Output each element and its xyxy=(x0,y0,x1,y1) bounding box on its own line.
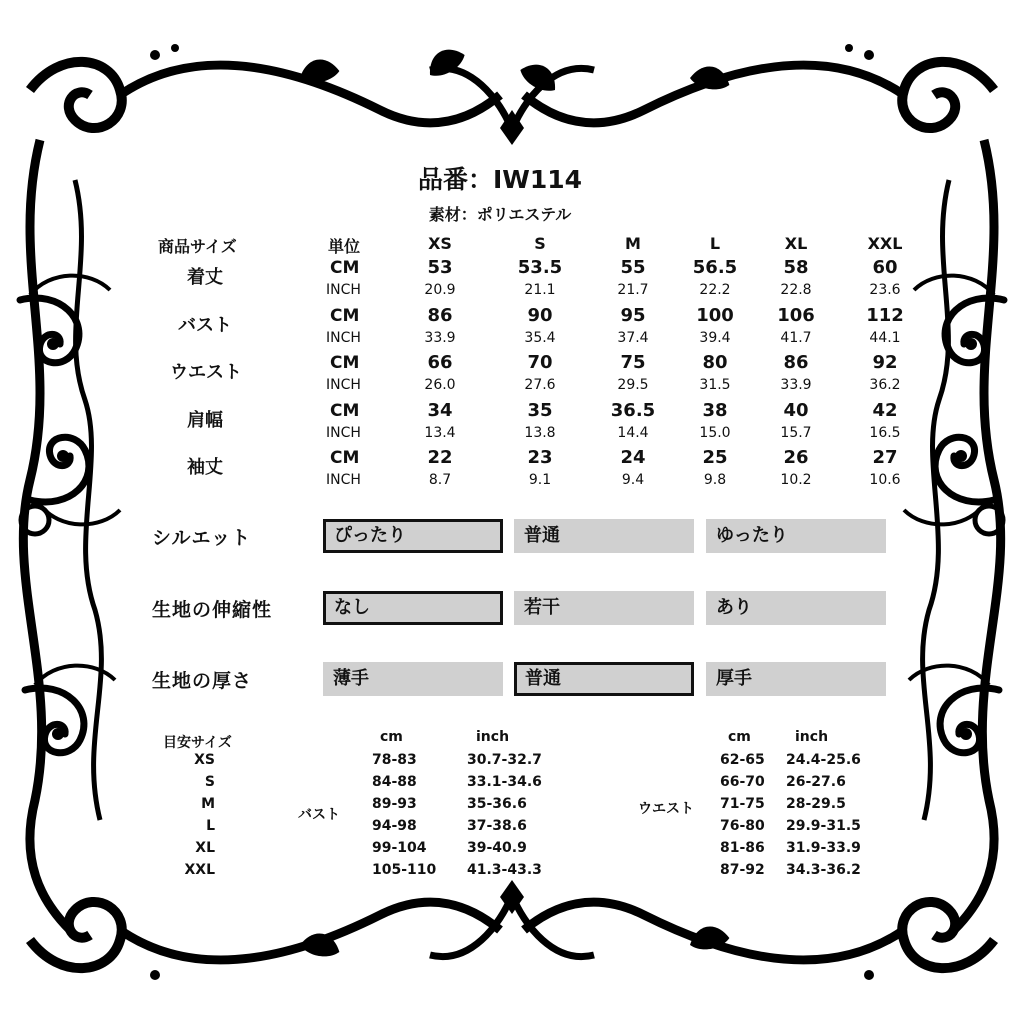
inch-value: 15.7 xyxy=(780,424,812,441)
inch-value: 22.2 xyxy=(699,282,731,298)
waist-cm-range: 87-92 xyxy=(720,862,765,878)
cm-value: 40 xyxy=(783,399,809,421)
cm-value: 66 xyxy=(427,352,453,373)
guide-title: 目安サイズ xyxy=(163,735,232,751)
inch-value: 35.4 xyxy=(524,329,556,346)
cm-value: 56.5 xyxy=(692,257,738,278)
bust-inch-range: 37-38.6 xyxy=(467,818,527,834)
inch-value: 15.0 xyxy=(699,424,731,441)
cm-value: 42 xyxy=(872,399,898,421)
waist-inch-range: 34.3-36.2 xyxy=(786,862,861,878)
waist-label: ウエスト xyxy=(638,801,694,817)
waist-cm-header: cm xyxy=(728,729,751,745)
cm-value: 80 xyxy=(702,352,728,373)
inch-value: 44.1 xyxy=(869,329,901,346)
inch-value: 9.4 xyxy=(621,472,645,488)
unit-inch-label: INCH xyxy=(326,282,361,298)
property-label: 生地の厚さ xyxy=(152,670,253,692)
inch-value: 21.7 xyxy=(617,282,649,298)
waist-cm-range: 76-80 xyxy=(720,818,765,834)
inch-value: 16.5 xyxy=(869,424,901,441)
bust-label: バスト xyxy=(298,807,340,823)
cm-value: 25 xyxy=(702,447,728,468)
property-option: 薄手 xyxy=(323,662,503,696)
cm-value: 100 xyxy=(696,304,734,326)
bust-cm-range: 94-98 xyxy=(372,818,417,834)
inch-value: 9.8 xyxy=(703,472,727,488)
measurement-label: バスト xyxy=(178,314,232,336)
size-column-header: S xyxy=(534,234,546,253)
property-option: なし xyxy=(323,591,503,625)
inch-value: 26.0 xyxy=(424,377,456,393)
cm-value: 55 xyxy=(620,257,646,278)
size-header-label: 商品サイズ xyxy=(158,237,237,256)
inch-value: 9.1 xyxy=(528,472,552,488)
bust-inch-range: 39-40.9 xyxy=(467,840,527,856)
cm-value: 53 xyxy=(427,257,453,278)
property-option: ゆったり xyxy=(706,519,886,553)
inch-value: 33.9 xyxy=(780,377,812,393)
waist-inch-header: inch xyxy=(795,729,829,745)
waist-cm-range: 81-86 xyxy=(720,840,765,856)
size-column-header: XS xyxy=(428,234,452,253)
cm-value: 53.5 xyxy=(517,257,563,278)
unit-inch-label: INCH xyxy=(326,424,361,441)
size-column-header: XXL xyxy=(867,234,903,253)
unit-inch-label: INCH xyxy=(326,329,361,346)
unit-cm-label: CM xyxy=(330,400,360,421)
cm-value: 86 xyxy=(783,352,809,373)
unit-cm-label: CM xyxy=(330,258,360,278)
bust-cm-header: cm xyxy=(380,729,403,745)
bust-cm-range: 105-110 xyxy=(372,862,437,878)
unit-cm-label: CM xyxy=(330,448,360,468)
bust-cm-range: 99-104 xyxy=(372,840,427,856)
cm-value: 90 xyxy=(527,304,553,326)
inch-value: 23.6 xyxy=(869,282,901,298)
inch-value: 36.2 xyxy=(869,377,901,393)
cm-value: 75 xyxy=(620,352,646,373)
property-label: シルエット xyxy=(152,527,252,549)
inch-value: 37.4 xyxy=(617,329,649,346)
inch-value: 13.4 xyxy=(424,424,456,441)
waist-inch-range: 28-29.5 xyxy=(786,796,846,812)
inch-value: 10.2 xyxy=(780,472,812,488)
cm-value: 86 xyxy=(427,304,453,326)
product-code-title: 品番：IW114 xyxy=(417,165,583,194)
bust-inch-range: 41.3-43.3 xyxy=(467,862,542,878)
property-option: 若干 xyxy=(514,591,694,625)
size-column-header: XL xyxy=(784,234,808,253)
guide-size-label: L xyxy=(206,818,215,834)
bust-inch-range: 35-36.6 xyxy=(467,796,527,812)
property-option: 普通 xyxy=(514,519,694,553)
inch-value: 33.9 xyxy=(424,329,456,346)
cm-value: 106 xyxy=(777,304,815,326)
bust-cm-range: 78-83 xyxy=(372,752,417,768)
measurement-label: 着丈 xyxy=(187,267,223,288)
cm-value: 112 xyxy=(866,304,904,326)
inch-value: 31.5 xyxy=(699,377,731,393)
property-option: あり xyxy=(706,591,886,625)
inch-value: 10.6 xyxy=(869,472,901,488)
cm-value: 70 xyxy=(527,352,553,373)
cm-value: 95 xyxy=(620,304,646,326)
guide-size-label: M xyxy=(201,796,215,812)
guide-size-label: XXL xyxy=(184,862,215,878)
bust-cm-range: 89-93 xyxy=(372,796,417,812)
inch-value: 20.9 xyxy=(424,282,456,298)
waist-cm-range: 62-65 xyxy=(720,752,765,768)
guide-size-label: XL xyxy=(195,840,215,856)
inch-value: 14.4 xyxy=(617,424,649,441)
cm-value: 23 xyxy=(527,447,553,468)
waist-cm-range: 71-75 xyxy=(720,796,765,812)
waist-inch-range: 24.4-25.6 xyxy=(786,752,861,768)
size-column-header: L xyxy=(709,234,721,253)
cm-value: 60 xyxy=(872,257,898,278)
cm-value: 92 xyxy=(872,352,898,373)
cm-value: 26 xyxy=(783,447,809,468)
guide-size-label: S xyxy=(204,774,215,790)
unit-cm-label: CM xyxy=(330,305,360,326)
cm-value: 24 xyxy=(620,447,646,468)
unit-inch-label: INCH xyxy=(326,472,361,488)
inch-value: 39.4 xyxy=(699,329,731,346)
cm-value: 34 xyxy=(427,399,453,421)
waist-cm-range: 66-70 xyxy=(720,774,765,790)
property-option: ぴったり xyxy=(323,519,503,553)
measurement-label: 袖丈 xyxy=(187,457,223,478)
inch-value: 41.7 xyxy=(780,329,812,346)
bust-inch-header: inch xyxy=(476,729,510,745)
cm-value: 58 xyxy=(783,257,809,278)
cm-value: 22 xyxy=(427,447,453,468)
guide-size-label: XS xyxy=(194,752,215,768)
measurement-label: 肩幅 xyxy=(187,409,223,431)
measurement-label: ウエスト xyxy=(170,362,242,383)
unit-inch-label: INCH xyxy=(326,377,361,393)
property-label: 生地の伸縮性 xyxy=(152,599,273,621)
waist-inch-range: 26-27.6 xyxy=(786,774,846,790)
inch-value: 27.6 xyxy=(524,377,556,393)
cm-value: 38 xyxy=(702,399,728,421)
unit-cm-label: CM xyxy=(330,353,360,373)
waist-inch-range: 31.9-33.9 xyxy=(786,840,861,856)
inch-value: 29.5 xyxy=(617,377,649,393)
bust-inch-range: 33.1-34.6 xyxy=(467,774,542,790)
cm-value: 35 xyxy=(527,399,553,421)
property-option: 厚手 xyxy=(706,662,886,696)
inch-value: 8.7 xyxy=(428,472,452,488)
bust-cm-range: 84-88 xyxy=(372,774,417,790)
bust-inch-range: 30.7-32.7 xyxy=(467,752,542,768)
inch-value: 21.1 xyxy=(524,282,556,298)
property-option: 普通 xyxy=(514,662,694,696)
unit-header-label: 単位 xyxy=(328,237,361,256)
size-column-header: M xyxy=(625,234,641,253)
material-label: 素材：ポリエステル xyxy=(428,205,572,224)
cm-value: 27 xyxy=(872,447,898,468)
inch-value: 13.8 xyxy=(524,424,556,441)
waist-inch-range: 29.9-31.5 xyxy=(786,818,861,834)
inch-value: 22.8 xyxy=(780,282,812,298)
cm-value: 36.5 xyxy=(610,399,656,421)
